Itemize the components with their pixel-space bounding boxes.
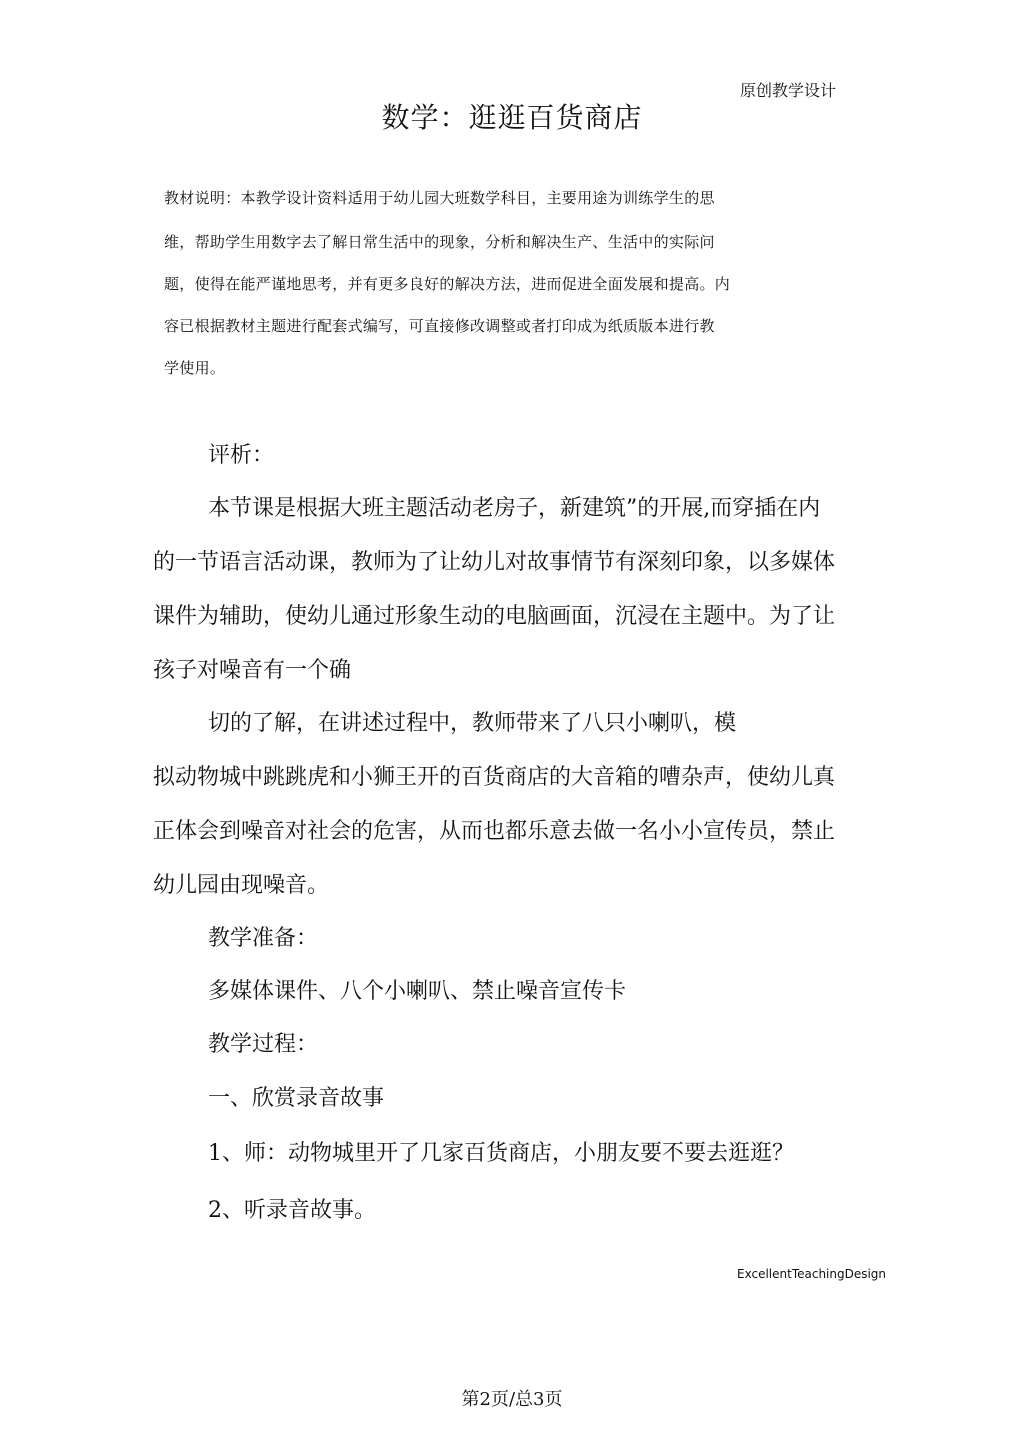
footer-brand: ExcellentTeachingDesign bbox=[737, 1267, 887, 1281]
note-line: 维，帮助学生用数字去了解日常生活中的现象，分析和解决生产、生活中的实际问 bbox=[164, 233, 715, 251]
preparation-items: 多媒体课件、八个小喇叭、禁止噪音宣传卡 bbox=[208, 979, 627, 1004]
paragraph-line: 的一节语言活动课，教师为了让幼儿对故事情节有深刻印象，以多媒体 bbox=[153, 550, 836, 575]
paragraph-line: 孩子对噪音有一个确 bbox=[153, 658, 352, 683]
paragraph-line: 拟动物城中跳跳虎和小狮王开的百货商店的大音箱的嘈杂声，使幼儿真 bbox=[153, 765, 836, 790]
document-title: 数学：逛逛百货商店 bbox=[381, 101, 643, 134]
step-item: 1、师：动物城里开了几家百货商店，小朋友要不要去逛逛？ bbox=[208, 1141, 794, 1166]
step-item: 2、听录音故事。 bbox=[208, 1198, 376, 1223]
preparation-heading: 教学准备： bbox=[208, 926, 319, 951]
paragraph-line: 切的了解，在讲述过程中，教师带来了八只小喇叭，模 bbox=[208, 711, 737, 736]
note-line: 题，使得在能严谨地思考，并有更多良好的解决方法，进而促进全面发展和提高。内 bbox=[164, 275, 731, 293]
note-line: 容已根据教材主题进行配套式编写，可直接修改调整或者打印成为纸质版本进行教 bbox=[164, 317, 715, 335]
note-line: 教材说明：本教学设计资料适用于幼儿园大班数学科目，主要用途为训练学生的思 bbox=[164, 189, 715, 207]
section-heading: 一、欣赏录音故事 bbox=[208, 1086, 385, 1111]
note-line: 学使用。 bbox=[164, 359, 226, 377]
analysis-heading: 评析： bbox=[208, 443, 275, 468]
process-heading: 教学过程： bbox=[208, 1032, 319, 1057]
paragraph-line: 本节课是根据大班主题活动老房子，新建筑”的开展,而穿插在内 bbox=[208, 496, 821, 521]
paragraph-line: 正体会到噪音对社会的危害，从而也都乐意去做一名小小宣传员，禁止 bbox=[153, 819, 836, 844]
header-label: 原创教学设计 bbox=[740, 81, 837, 100]
paragraph-line: 课件为辅助，使幼儿通过形象生动的电脑画面，沉浸在主题中。为了让 bbox=[153, 604, 836, 629]
page-number: 第2页/总3页 bbox=[461, 1389, 563, 1410]
paragraph-line: 幼儿园由现噪音。 bbox=[153, 873, 330, 898]
